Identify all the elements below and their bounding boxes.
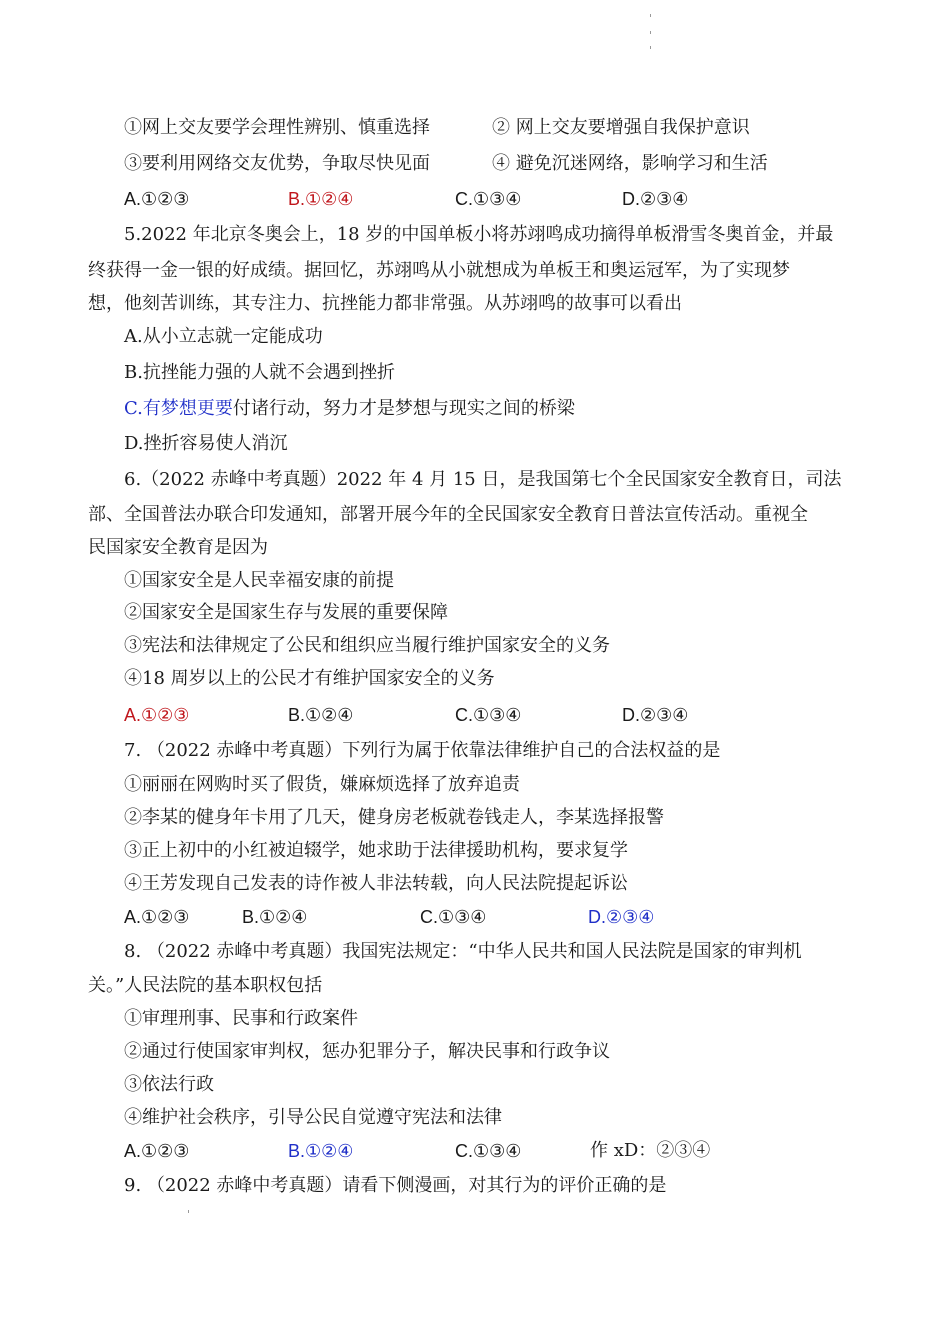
- corner-mark: [650, 14, 651, 17]
- q6-stem-line-1: 6.（2022 赤峰中考真题）2022 年 4 月 15 日，是我国第七个全民国家安全教育日，司法: [124, 469, 842, 490]
- q7-item-4: ④王芳发现自己发表的诗作被人非法转载，向人民法院提起诉讼: [124, 873, 628, 894]
- q5-choice-c: [124, 397, 575, 421]
- q8-choice-d: 作 xD：②③④: [590, 1140, 711, 1161]
- q8-choice-a: A.①②③: [124, 1141, 190, 1161]
- q5-stem-line-1: 5.2022 年北京冬奥会上，18 岁的中国单板小将苏翊鸣成功摘得单板滑雪冬奥首金，并最: [124, 224, 834, 245]
- corner-mark: [650, 31, 651, 34]
- q4-option-1: ①网上交友要学会理性辨别、慎重选择: [124, 117, 430, 138]
- q7-item-1: ①丽丽在网购时买了假货，嫌麻烦选择了放弃追责: [124, 774, 520, 795]
- q5-choice-b: B.抗挫能力强的人就不会遇到挫折: [124, 362, 395, 383]
- q7-choice-a: A.①②③: [124, 907, 190, 927]
- q5-stem-line-2: 终获得一金一银的好成绩。据回忆，苏翊鸣从小就想成为单板王和奥运冠军，为了实现梦: [88, 260, 790, 281]
- q8-stem-line-1: 8. （2022 赤峰中考真题）我国宪法规定：“中华人民共和国人民法院是国家的审判机: [124, 941, 802, 962]
- q5-stem-line-3: 想，他刻苦训练，其专注力、抗挫能力都非常强。从苏翊鸣的故事可以看出: [88, 293, 682, 314]
- q7-item-3: ③正上初中的小红被迫辍学，她求助于法律援助机构，要求复学: [124, 840, 628, 861]
- q7-stem: 7. （2022 赤峰中考真题）下列行为属于依靠法律维护自己的合法权益的是: [124, 740, 721, 761]
- corner-mark: [650, 46, 651, 49]
- q8-item-3: ③依法行政: [124, 1074, 214, 1095]
- q5-choice-d: D.挫折容易使人消沉: [124, 433, 288, 454]
- q6-choice-c: C.①③④: [455, 705, 522, 725]
- q5-choice-c-rest: 付诸行动，努力才是梦想与现实之间的桥梁: [232, 398, 575, 419]
- q7-choice-b: B.①②④: [242, 907, 308, 927]
- q8-item-1: ①审理刑事、民事和行政案件: [124, 1008, 358, 1029]
- q8-stem-line-2: 关。”人民法院的基本职权包括: [88, 975, 323, 996]
- q6-item-3: ③宪法和法律规定了公民和组织应当履行维护国家安全的义务: [124, 635, 610, 656]
- q6-choice-b: B.①②④: [288, 705, 354, 725]
- q8-item-2: ②通过行使国家审判权，惩办犯罪分子，解决民事和行政争议: [124, 1041, 610, 1062]
- q6-item-2: ②国家安全是国家生存与发展的重要保障: [124, 602, 448, 623]
- q4-choice-c: C.①③④: [455, 189, 522, 209]
- q9-stem: 9. （2022 赤峰中考真题）请看下侧漫画，对其行为的评价正确的是: [124, 1175, 667, 1196]
- q6-item-1: ①国家安全是人民幸福安康的前提: [124, 570, 394, 591]
- q4-choice-a: A.①②③: [124, 189, 190, 209]
- q4-option-4: ④ 避免沉迷网络，影响学习和生活: [492, 153, 768, 174]
- q4-option-2: ② 网上交友要增强自我保护意识: [492, 117, 750, 138]
- q6-stem-line-2: 部、全国普法办联合印发通知，部署开展今年的全民国家安全教育日普法宣传活动。重视全: [88, 504, 808, 525]
- q6-choice-a-answer: A.①②③: [124, 705, 190, 725]
- q4-choice-d: D.②③④: [622, 189, 689, 209]
- q7-choice-c: C.①③④: [420, 907, 487, 927]
- q5-choice-c-answer: C.有梦想更要: [124, 398, 233, 419]
- q7-choice-d-answer: D.②③④: [588, 907, 655, 927]
- q7-item-2: ②李某的健身年卡用了几天，健身房老板就卷钱走人，李某选择报警: [124, 807, 664, 828]
- bottom-mark: [188, 1210, 189, 1213]
- q4-choice-b-answer: B.①②④: [288, 189, 354, 209]
- q5-choice-a: A.从小立志就一定能成功: [124, 326, 323, 347]
- q8-choice-b-answer: B.①②④: [288, 1141, 354, 1161]
- q6-choice-d: D.②③④: [622, 705, 689, 725]
- q8-choice-c: C.①③④: [455, 1141, 522, 1161]
- q6-stem-line-3: 民国家安全教育是因为: [88, 537, 268, 558]
- q4-option-3: ③要利用网络交友优势，争取尽快见面: [124, 153, 430, 174]
- q8-item-4: ④维护社会秩序，引导公民自觉遵守宪法和法律: [124, 1107, 502, 1128]
- q6-item-4: ④18 周岁以上的公民才有维护国家安全的义务: [124, 668, 495, 689]
